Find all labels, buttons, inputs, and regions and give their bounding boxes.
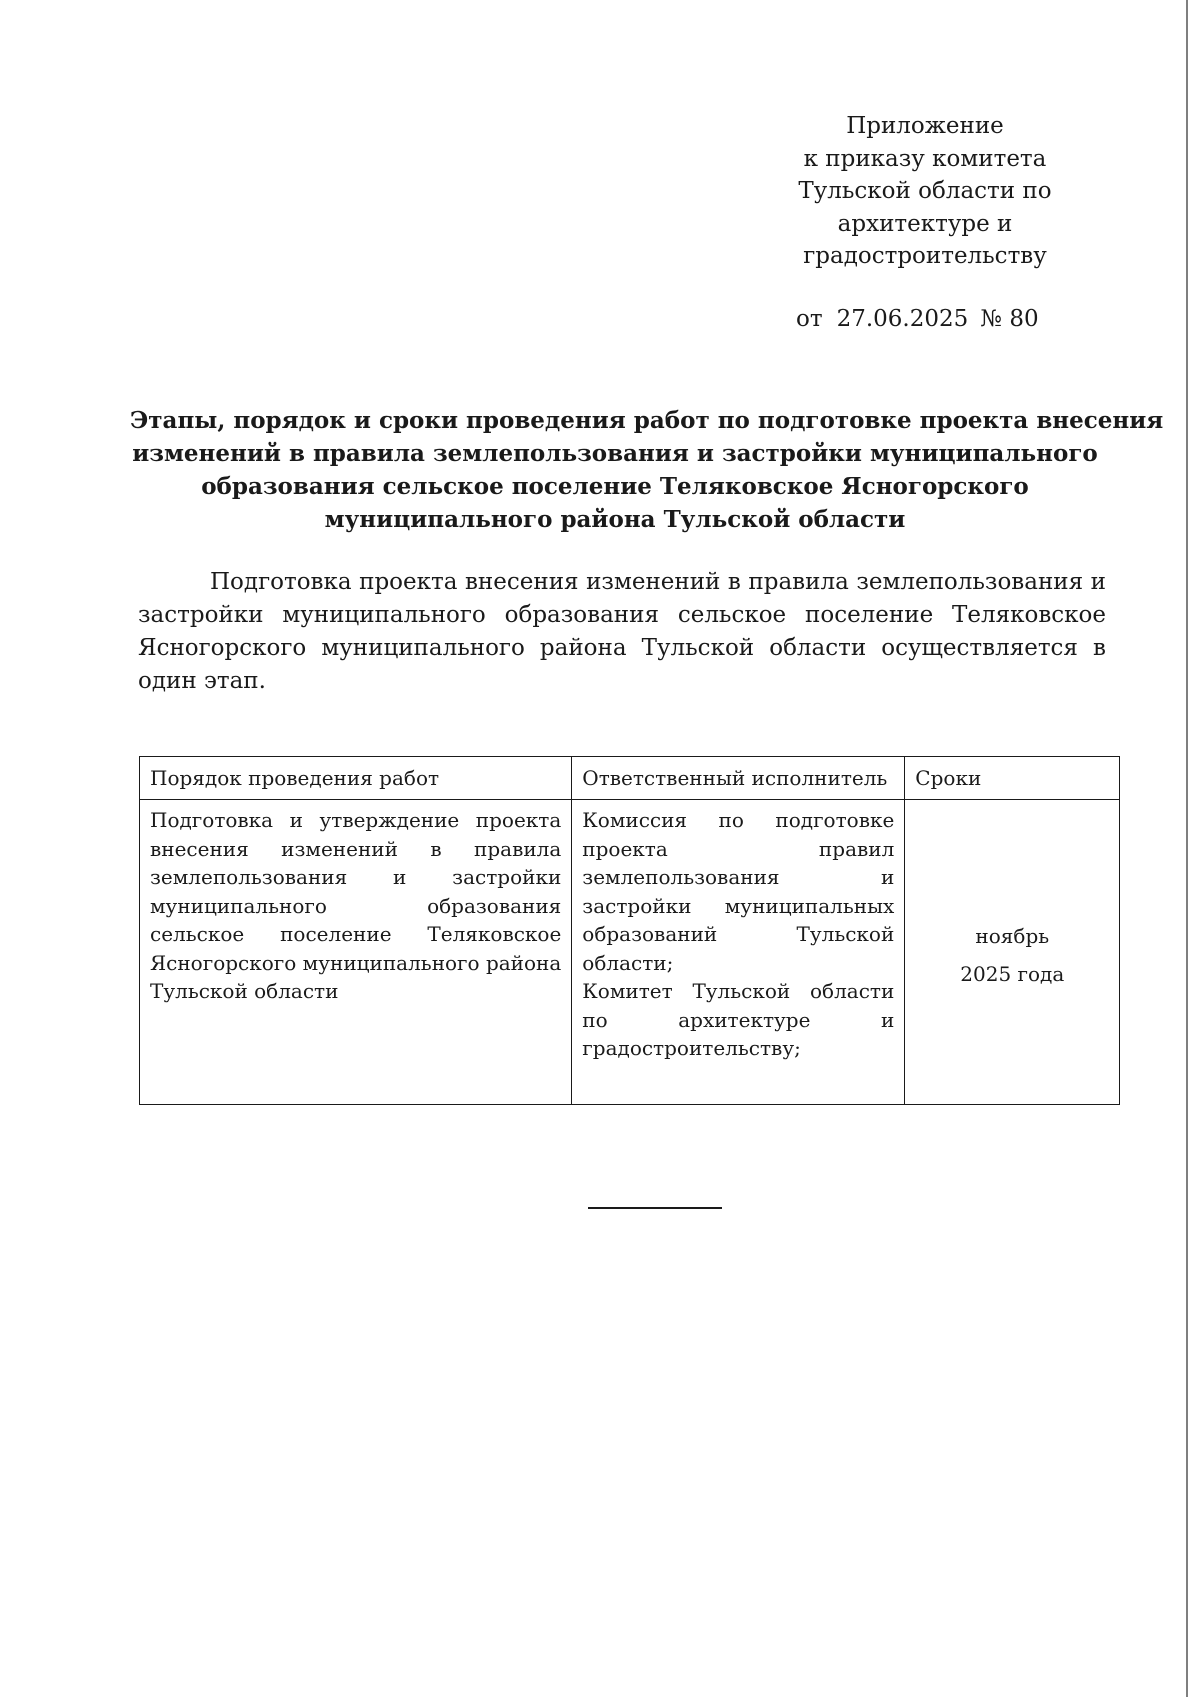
header-executor: Ответственный исполнитель xyxy=(572,757,905,800)
terms-year: 2025 года xyxy=(960,962,1065,986)
title-line: муниципального района Тульской области xyxy=(324,506,906,533)
executor-line: проекта правил xyxy=(582,836,895,861)
executor-line: землепользования и xyxy=(582,865,895,889)
closing-rule xyxy=(588,1207,722,1209)
works-line: Ясногорского муниципального района xyxy=(150,950,562,975)
title-line: изменений в правила землепользования и застройки муниципального xyxy=(132,440,1098,467)
works-line: внесения изменений в правила xyxy=(150,836,562,861)
order-date-line xyxy=(796,306,1039,332)
appendix-block xyxy=(760,110,1090,273)
executor-line: по архитектуре и xyxy=(582,1007,895,1032)
works-line: землепользования и застройки xyxy=(150,865,562,889)
executor-line: области; xyxy=(582,950,674,975)
appendix-line: градостроительству xyxy=(803,243,1047,269)
works-line: Тульской области xyxy=(150,979,339,1003)
executor-line: Комиссия по подготовке xyxy=(582,808,895,832)
appendix-line: Тульской области по xyxy=(798,178,1052,204)
appendix-line: к приказу комитета xyxy=(803,145,1047,172)
header-works-order: Порядок проведения работ xyxy=(140,757,572,800)
title-line: образования сельское поселение Теляковское Ясногорского xyxy=(201,473,1029,500)
executor-line: Комитет Тульской области xyxy=(582,979,895,1003)
table-header-row xyxy=(140,757,1120,800)
works-line: муниципального образования xyxy=(150,893,562,918)
works-line: Подготовка и утверждение проекта xyxy=(150,808,562,832)
executor-line: градостроительству; xyxy=(582,1036,801,1060)
document-title xyxy=(130,404,1164,536)
executor-line: образований Тульской xyxy=(582,922,895,946)
title-line: Этапы, порядок и сроки проведения работ по подготовке проекта внесения xyxy=(130,407,1164,434)
order-number: № 80 xyxy=(980,306,1039,332)
works-line: сельское поселение Теляковское xyxy=(150,922,562,946)
page-right-edge xyxy=(1186,0,1188,1697)
executor-cell xyxy=(572,800,905,1105)
terms-month: ноябрь xyxy=(975,924,1050,948)
header-terms: Сроки xyxy=(905,757,1120,800)
table-row xyxy=(140,800,1120,1105)
works-order-cell xyxy=(140,800,572,1105)
intro-paragraph: Подготовка проекта внесения изменений в правила землепользования и застройки муниципального образования сельское поселение Теляковское Ясногорского муниципального района Тульской области осуществляется в один этап. xyxy=(138,569,1106,694)
appendix-line: архитектуре и xyxy=(837,210,1013,237)
order-date: 27.06.2025 xyxy=(836,306,969,332)
executor-line: застройки муниципальных xyxy=(582,893,895,918)
stages-table xyxy=(139,756,1120,1105)
terms-cell xyxy=(905,800,1120,1105)
date-prefix: от xyxy=(796,306,823,332)
appendix-line: Приложение xyxy=(846,113,1004,139)
